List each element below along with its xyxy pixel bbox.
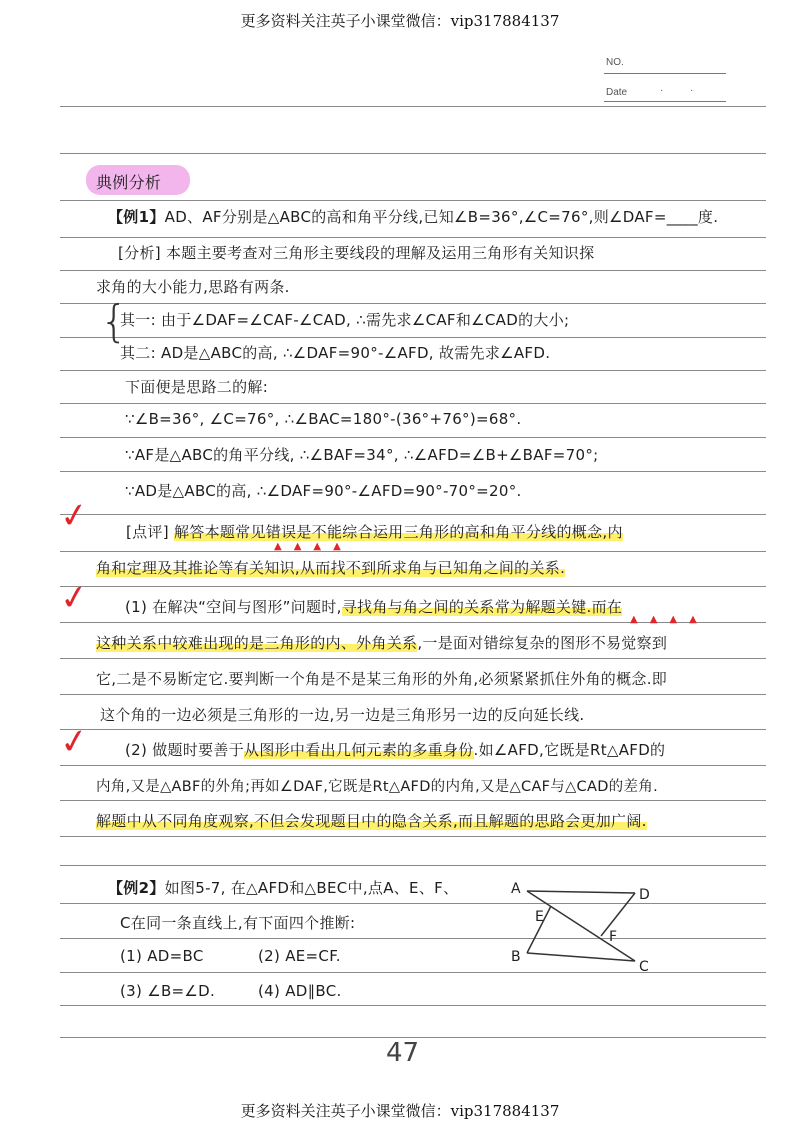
figure-edge-AC: [527, 891, 635, 961]
rule-line: [60, 153, 766, 154]
rule-line: [60, 437, 766, 438]
rule-line: [60, 586, 766, 587]
point1-line-2-c: ,一是面对错综复杂的图形不易觉察到: [417, 634, 668, 652]
figure-label-B: B: [511, 949, 521, 965]
point1-line-3: 它,二是不易断定它.要判断一个角是不是某三角形的外角,必须紧紧抓住外角的概念.即: [96, 670, 668, 688]
rule-line: [60, 337, 766, 338]
point1-line-1-a: (1) 在解决“空间与图形”问题时,: [125, 598, 342, 616]
rule-line: [60, 370, 766, 371]
no-underline: [604, 73, 726, 74]
point1-line-2-a: 这种关系中较难出现的是: [96, 634, 265, 652]
idea-2: 其二: AD是△ABC的高, ∴∠DAF=90°-∠AFD, 故需先求∠AFD.: [120, 344, 551, 362]
point2-line-3: [96, 810, 647, 831]
red-checkmark-icon: ✓: [57, 720, 92, 764]
example1-question-line: [108, 206, 718, 227]
figure-label-C: C: [639, 959, 649, 975]
rule-line: [60, 237, 766, 238]
analysis-line-2: 求角的大小能力,思路有两条.: [96, 278, 290, 296]
notebook-date-label: Date: [606, 87, 628, 98]
figure-label-D: D: [639, 887, 650, 903]
solution-step-2: ∵AF是△ABC的角平分线, ∴∠BAF=34°, ∴∠AFD=∠B+∠BAF=70°;: [125, 446, 599, 464]
comment-line-2: [96, 557, 565, 578]
watermark-banner-bottom: 更多资料关注英子小课堂微信：vip317884137: [240, 1102, 560, 1120]
figure-label-A: A: [511, 881, 521, 897]
rule-line: [60, 551, 766, 552]
point2-line-1-a: (2) 做题时要善于: [125, 741, 245, 759]
figure-edge-DF: [601, 893, 635, 936]
rule-line: [60, 729, 766, 730]
point1-line-1: [125, 596, 622, 617]
notebook-no-label: NO.: [606, 57, 624, 68]
point1-line-2: [96, 632, 667, 653]
solution-step-3: ∵AD是△ABC的高, ∴∠DAF=90°-∠AFD=90°-70°=20°.: [125, 482, 522, 500]
example2-option-4: (4) AD∥BC.: [258, 982, 342, 1000]
page-number: 47: [386, 1038, 420, 1068]
example2-line-2: C在同一条直线上,有下面四个推断:: [120, 914, 356, 932]
rule-line: [60, 514, 766, 515]
rule-line: [60, 471, 766, 472]
comment-tag: [点评]: [126, 523, 169, 541]
rule-line: [60, 658, 766, 659]
comment-line-1: [126, 521, 623, 542]
point2-line-1-c: .如∠AFD,它既是Rt△AFD的: [473, 741, 666, 759]
example2-line-1: [108, 877, 458, 898]
example2-option-2: (2) AE=CF.: [258, 947, 341, 965]
idea-1: 其一: 由于∠DAF=∠CAF-∠CAD, ∴需先求∠CAF和∠CAD的大小;: [120, 311, 570, 329]
example1-tag: 【例1】: [108, 208, 165, 226]
comment-line-2-text: 角和定理及其推论等有关知识,从而找不到所求角与已知角之间的关系.: [96, 559, 566, 577]
rule-line: [60, 200, 766, 201]
date-underline: [604, 101, 726, 102]
analysis-line-1: [分析] 本题主要考查对三角形主要线段的理解及运用三角形有关知识探: [118, 244, 595, 262]
idea-brace-icon: {: [100, 296, 129, 347]
date-dot: ·: [690, 85, 694, 96]
watermark-banner-top: 更多资料关注英子小课堂微信：vip317884137: [240, 12, 560, 30]
rule-line: [60, 865, 766, 866]
rule-line: [60, 106, 766, 107]
comment-line-1-text: 解答本题常见错误是不能综合运用三角形的高和角平分线的概念,内: [173, 523, 623, 541]
point1-line-2-b: 三角形的内、外角关系: [264, 634, 418, 652]
red-checkmark-icon: ✓: [57, 494, 92, 538]
rule-line: [60, 836, 766, 837]
figure-label-E: E: [535, 909, 544, 925]
figure-edge-BC: [527, 953, 635, 961]
rule-line: [60, 694, 766, 695]
example2-line-1-text: 如图5-7, 在△AFD和△BEC中,点A、E、F、: [164, 879, 459, 897]
example2-option-3: (3) ∠B=∠D.: [120, 982, 216, 1000]
point1-line-4: 这个角的一边必须是三角形的一边,另一边是三角形另一边的反向延长线.: [100, 706, 585, 724]
figure-5-7: [505, 875, 665, 975]
solution-intro: 下面便是思路二的解:: [125, 378, 269, 396]
solution-step-1: ∵∠B=36°, ∠C=76°, ∴∠BAC=180°-(36°+76°)=68°.: [125, 410, 522, 428]
example1-question: AD、AF分别是△ABC的高和角平分线,已知∠B=36°,∠C=76°,则∠DAF=____度.: [164, 208, 719, 226]
rule-line: [60, 800, 766, 801]
figure-edge-AD: [527, 891, 635, 893]
point2-line-2: 内角,又是△ABF的外角;再如∠DAF,它既是Rt△AFD的内角,又是△CAF与△CAD的差角.: [96, 779, 658, 795]
section-title: 典例分析: [96, 173, 162, 192]
rule-line: [60, 303, 766, 304]
point2-line-3-text: 解题中从不同角度观察,不但会发现题目中的隐含关系,而且解题的思路会更加广阔.: [96, 812, 647, 830]
rule-line: [60, 403, 766, 404]
example2-option-1: (1) AD=BC: [120, 947, 204, 965]
point2-line-1: [125, 739, 665, 760]
point2-line-1-b: 从图形中看出几何元素的多重身份: [244, 741, 474, 759]
rule-line: [60, 765, 766, 766]
red-arrow-marks-icon: ▲▲▲▲: [630, 614, 709, 625]
red-arrow-marks-icon: ▲▲▲▲: [274, 541, 353, 552]
date-dot: ·: [660, 85, 664, 96]
example2-tag: 【例2】: [108, 879, 165, 897]
red-checkmark-icon: ✓: [57, 576, 92, 620]
point1-line-1-b: 寻找角与角之间的关系常为解题关键.而在: [341, 598, 623, 616]
rule-line: [60, 270, 766, 271]
rule-line: [60, 1005, 766, 1006]
figure-label-F: F: [609, 929, 618, 945]
